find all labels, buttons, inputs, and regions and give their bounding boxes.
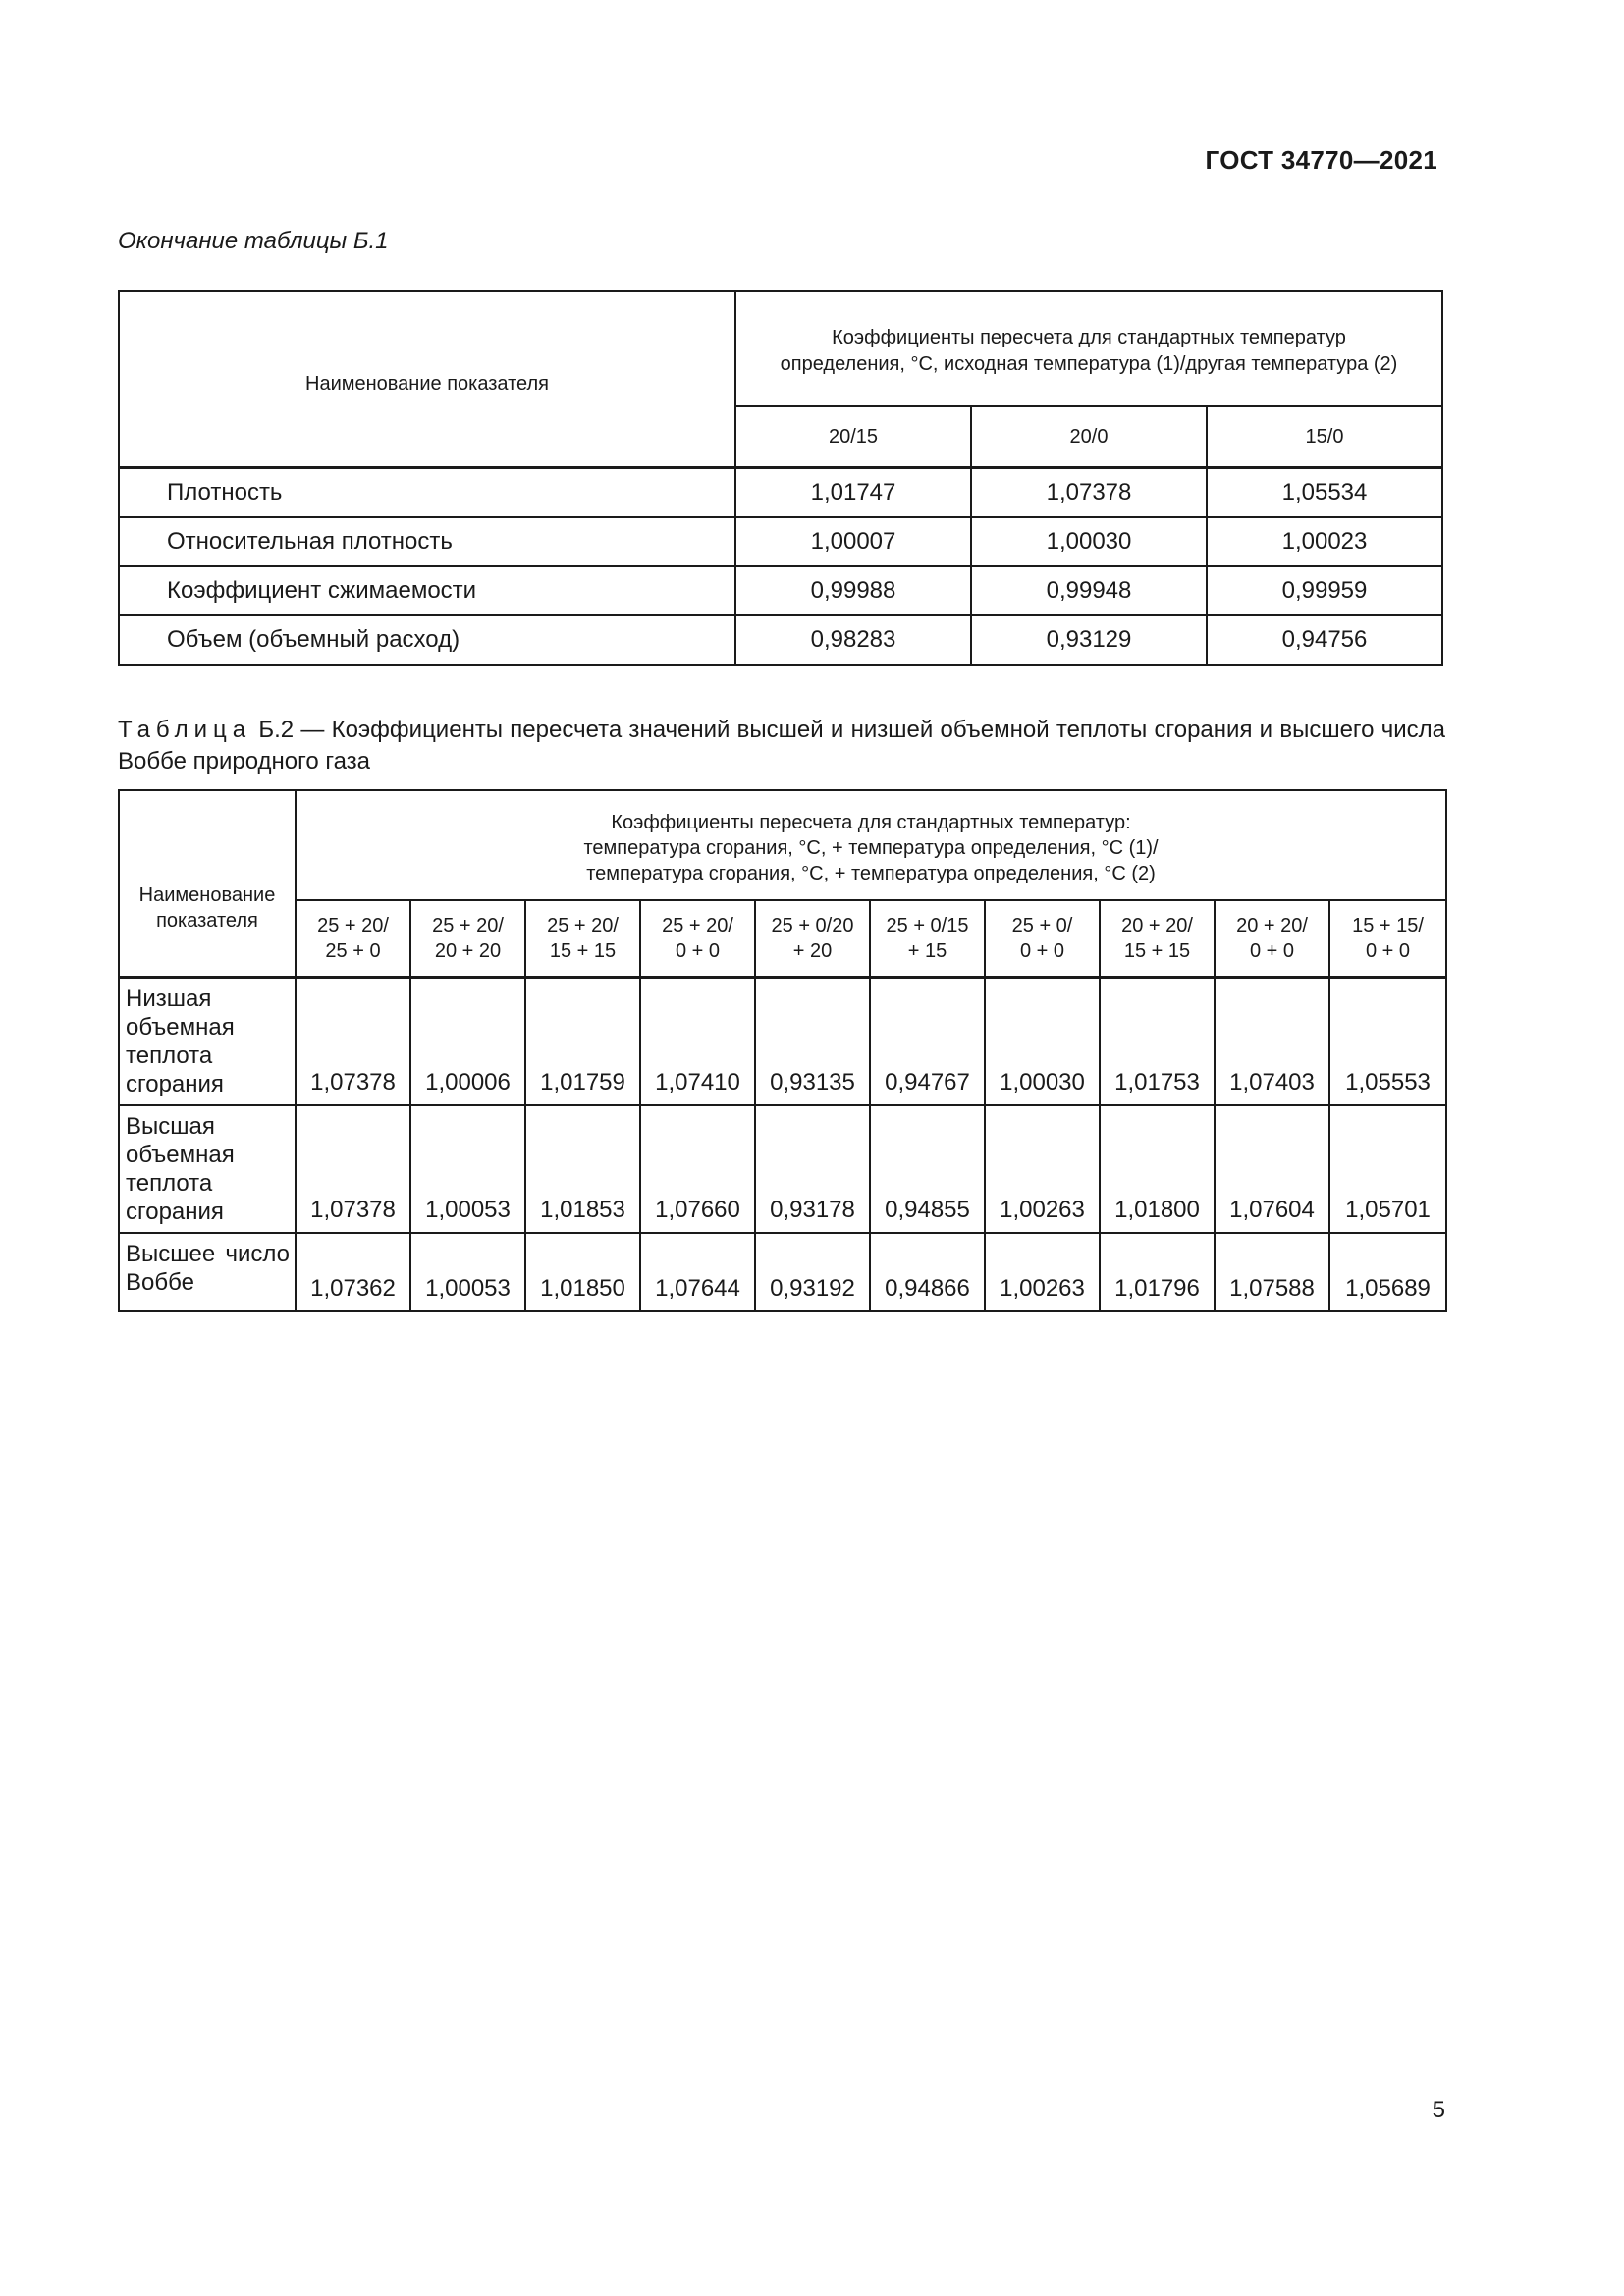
table-row <box>119 566 1442 615</box>
cell-value: 1,07644 <box>640 1233 755 1311</box>
table2-coef-header-line: температура сгорания, °С, + температура определения, °С (2) <box>586 863 1156 884</box>
table1-col-header: 20/0 <box>971 406 1207 468</box>
cell-value: 1,05689 <box>1329 1233 1446 1311</box>
table-row <box>119 978 1446 1106</box>
table2-col-header: 20 + 20/ 15 + 15 <box>1100 900 1215 978</box>
table2-col-header: 15 + 15/ 0 + 0 <box>1329 900 1446 978</box>
cell-value: 0,94767 <box>870 978 985 1106</box>
cell-value: 1,00006 <box>410 978 525 1106</box>
table2-coef-header-line: Коэффициенты пересчета для стандартных температур: <box>611 812 1131 833</box>
row-name: Относительная плотность <box>119 517 735 566</box>
cell-value: 1,07588 <box>1215 1233 1329 1311</box>
cell-value: 1,01759 <box>525 978 640 1106</box>
table1-caption: Окончание таблицы Б.1 <box>118 228 389 254</box>
table-row <box>119 468 1442 518</box>
row-name: Коэффициент сжимаемости <box>119 566 735 615</box>
cell-value: 0,93192 <box>755 1233 870 1311</box>
table2-coef-header <box>296 790 1446 900</box>
cell-value: 1,07378 <box>296 978 410 1106</box>
table2-col-header: 25 + 0/ 0 + 0 <box>985 900 1100 978</box>
table-row <box>119 1105 1446 1233</box>
cell-value: 1,01850 <box>525 1233 640 1311</box>
table2-title <box>118 715 1445 777</box>
cell-value: 1,00263 <box>985 1233 1100 1311</box>
cell-value: 1,01753 <box>1100 978 1215 1106</box>
cell-value: 1,00007 <box>735 517 971 566</box>
table2-coef-header-line: температура сгорания, °С, + температура определения, °С (1)/ <box>583 837 1159 859</box>
cell-value: 1,00053 <box>410 1105 525 1233</box>
row-name: Плотность <box>119 468 735 518</box>
row-name: Объем (объемный расход) <box>119 615 735 665</box>
cell-value: 0,99948 <box>971 566 1207 615</box>
table2-col-header: 25 + 0/15 + 15 <box>870 900 985 978</box>
cell-value: 1,01853 <box>525 1105 640 1233</box>
table-row <box>119 1233 1446 1311</box>
table2-col-header: 20 + 20/ 0 + 0 <box>1215 900 1329 978</box>
cell-value: 0,98283 <box>735 615 971 665</box>
cell-value: 0,94855 <box>870 1105 985 1233</box>
cell-value: 1,05701 <box>1329 1105 1446 1233</box>
cell-value: 0,93135 <box>755 978 870 1106</box>
cell-value: 1,00263 <box>985 1105 1100 1233</box>
table1-coef-header: Коэффициенты пересчета для стандартных температур определения, °С, исходная температура (1)/другая температура (2) <box>735 291 1442 406</box>
cell-value: 1,00053 <box>410 1233 525 1311</box>
cell-value: 0,94866 <box>870 1233 985 1311</box>
cell-value: 0,93129 <box>971 615 1207 665</box>
cell-value: 0,99988 <box>735 566 971 615</box>
table2-col-header: 25 + 20/ 15 + 15 <box>525 900 640 978</box>
document-code: ГОСТ 34770—2021 <box>1205 145 1437 175</box>
row-name: Низшая объемная теплота сгорания <box>119 978 296 1106</box>
cell-value: 1,00030 <box>985 978 1100 1106</box>
cell-value: 0,99959 <box>1207 566 1442 615</box>
cell-value: 1,07362 <box>296 1233 410 1311</box>
cell-value: 1,07378 <box>971 468 1207 518</box>
table2-col-header: 25 + 20/ 0 + 0 <box>640 900 755 978</box>
cell-value: 1,01747 <box>735 468 971 518</box>
table1-col-header: 20/15 <box>735 406 971 468</box>
cell-value: 1,01796 <box>1100 1233 1215 1311</box>
cell-value: 0,94756 <box>1207 615 1442 665</box>
table2-name-header: Наименование показателя <box>119 790 296 978</box>
cell-value: 1,00030 <box>971 517 1207 566</box>
cell-value: 1,05534 <box>1207 468 1442 518</box>
page-number: 5 <box>1432 2097 1445 2123</box>
cell-value: 1,07410 <box>640 978 755 1106</box>
table-row <box>119 517 1442 566</box>
cell-value: 1,07604 <box>1215 1105 1329 1233</box>
cell-value: 1,07378 <box>296 1105 410 1233</box>
cell-value: 1,01800 <box>1100 1105 1215 1233</box>
table-b1 <box>118 290 1443 666</box>
table2-col-header: 25 + 20/ 25 + 0 <box>296 900 410 978</box>
table-b2 <box>118 789 1447 1312</box>
cell-value: 1,05553 <box>1329 978 1446 1106</box>
cell-value: 0,93178 <box>755 1105 870 1233</box>
table1-name-header: Наименование показателя <box>119 291 735 468</box>
cell-value: 1,00023 <box>1207 517 1442 566</box>
table2-title-text: Б.2 — Коэффициенты пересчета значений высшей и низшей объемной теплоты сгорания и высшего числа Воббе природного газа <box>118 717 1445 774</box>
table2-col-header: 25 + 20/ 20 + 20 <box>410 900 525 978</box>
row-name: Высшее число Воббе <box>119 1233 296 1311</box>
table2-col-header: 25 + 0/20 + 20 <box>755 900 870 978</box>
cell-value: 1,07403 <box>1215 978 1329 1106</box>
cell-value: 1,07660 <box>640 1105 755 1233</box>
table2-title-prefix: Таблица <box>118 717 252 743</box>
row-name: Высшая объемная теплота сгорания <box>119 1105 296 1233</box>
table1-col-header: 15/0 <box>1207 406 1442 468</box>
table-row <box>119 615 1442 665</box>
